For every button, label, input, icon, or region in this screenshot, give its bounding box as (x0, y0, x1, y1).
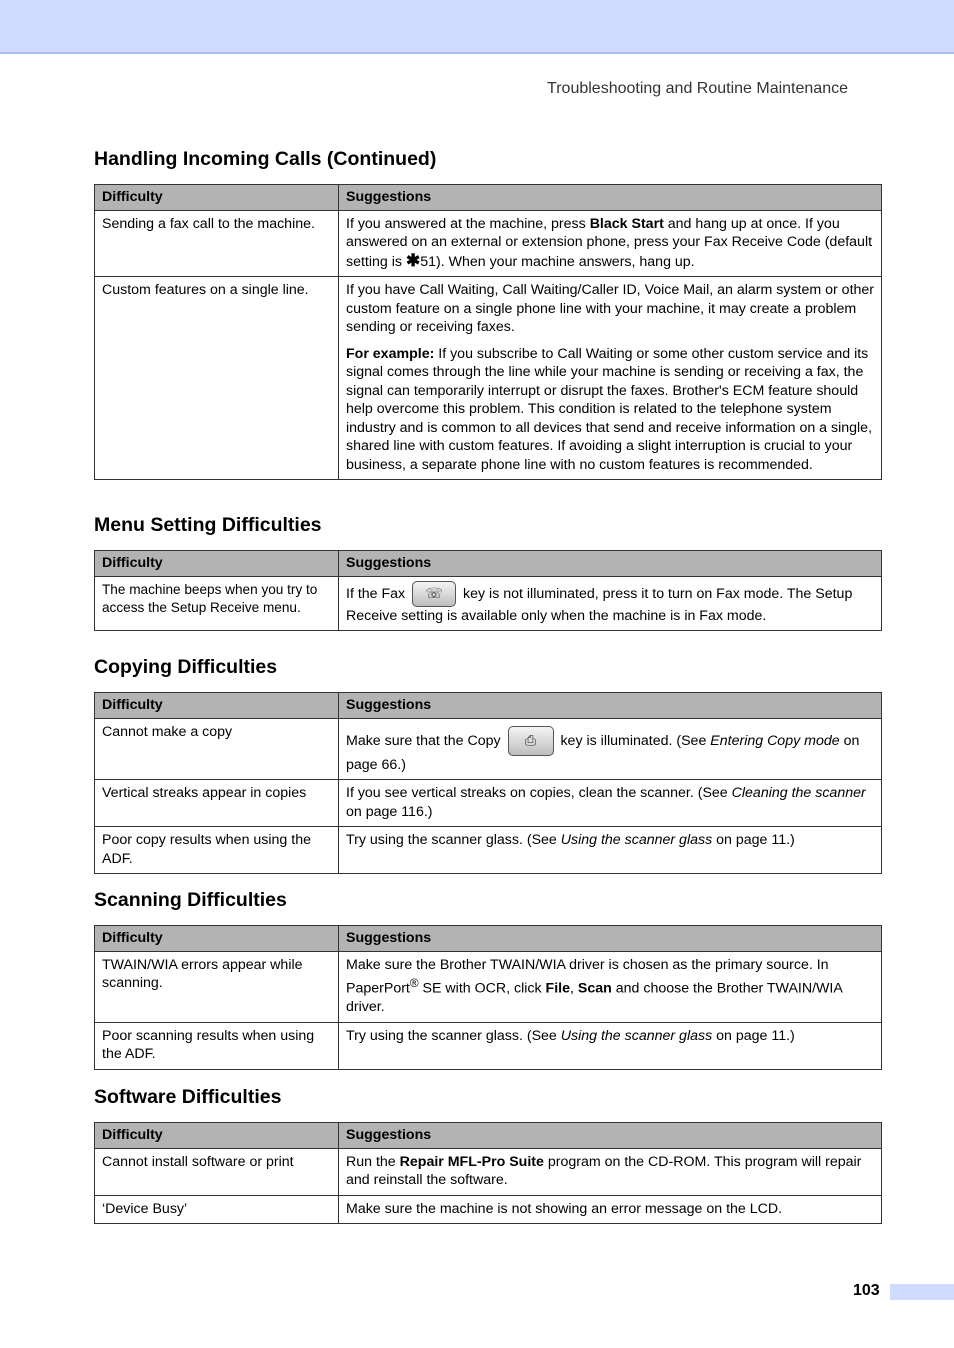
header-suggestions: Suggestions (339, 1123, 882, 1149)
section-title: Menu Setting Difficulties (94, 514, 322, 536)
section-software (94, 1085, 881, 1224)
text: If the Fax (346, 585, 410, 602)
paragraph (346, 345, 875, 475)
fax-key-icon: ☏ (412, 581, 456, 607)
suggestion-cell (339, 1148, 882, 1195)
text: and hang up at once. If you answered on an external or extension phone, press your Fax Receive Code (default setting is (346, 215, 873, 270)
table-row (95, 277, 882, 480)
header-suggestions: Suggestions (339, 551, 882, 577)
footer-bar (890, 1284, 954, 1300)
section-title: Software Difficulties (94, 1086, 282, 1108)
table-row (95, 827, 882, 874)
table-header-row (95, 185, 882, 211)
text: program on the CD-ROM. This program will repair and reinstall the software. (346, 1153, 862, 1188)
copying-table (94, 692, 882, 874)
text: on page 11.) (712, 832, 795, 848)
section-incoming-calls (94, 147, 881, 480)
suggestion-cell (339, 827, 882, 874)
header-difficulty: Difficulty (95, 1123, 339, 1149)
text: key is not illuminated, press it to turn on Fax mode. The Setup Receive setting is available only when the machine is in Fax mode. (346, 585, 853, 624)
table-row (95, 1148, 882, 1195)
text: on page 66.) (346, 732, 860, 773)
text: 51). When your machine answers, hang up. (420, 253, 695, 270)
text: SE with OCR, click (418, 980, 546, 997)
italic-text: Using the scanner glass (560, 1027, 713, 1044)
star-icon: ✱ (405, 250, 421, 270)
bold-text: File (545, 980, 570, 997)
suggestion-cell (339, 951, 882, 1022)
table-row (95, 1022, 882, 1069)
section-scanning (94, 888, 881, 1070)
text: Make sure that the Copy (346, 732, 505, 749)
header-suggestions: Suggestions (339, 926, 882, 952)
difficulty-cell: The machine beeps when you try to access the Setup Receive menu. (95, 576, 339, 631)
text: on page 116.) (346, 803, 433, 820)
difficulty-cell: Vertical streaks appear in copies (95, 780, 339, 827)
text: If you see vertical streaks on copies, clean the scanner. (See (346, 785, 732, 801)
header-suggestions: Suggestions (339, 693, 882, 719)
table-header-row (95, 693, 882, 719)
header-difficulty: Difficulty (95, 926, 339, 952)
page-number: 103 (853, 1282, 880, 1299)
header-difficulty: Difficulty (95, 185, 339, 211)
text: on page 11.) (712, 1027, 795, 1044)
table-header-row (95, 926, 882, 952)
incoming-table (94, 184, 882, 480)
text: Make sure the Brother TWAIN/WIA driver is chosen as the primary source. In PaperPort (346, 956, 829, 997)
bold-text: For example: (346, 345, 435, 362)
table-row (95, 951, 882, 1022)
text: Run the (346, 1153, 400, 1170)
header-suggestions: Suggestions (339, 185, 882, 211)
text: key is illuminated. (See (556, 732, 711, 749)
difficulty-cell: Cannot install software or print (95, 1148, 339, 1195)
section-title: Handling Incoming Calls (Continued) (94, 148, 437, 170)
difficulty-cell: Poor copy results when using the ADF. (95, 827, 339, 874)
suggestion-cell: Make sure the machine is not showing an error message on the LCD. (339, 1195, 882, 1224)
section-title: Scanning Difficulties (94, 889, 287, 911)
section-menu-setting (94, 513, 881, 631)
menu-table (94, 550, 882, 631)
bold-text: Black Start (589, 215, 664, 232)
text: Try using the scanner glass. (See (346, 1027, 561, 1044)
section-copying (94, 655, 881, 874)
italic-text: Using the scanner glass (560, 832, 713, 848)
table-header-row (95, 1123, 882, 1149)
registered-mark: ® (409, 976, 419, 990)
italic-text: Cleaning the scanner (731, 785, 866, 801)
suggestion-cell (339, 576, 882, 631)
difficulty-cell: Poor scanning results when using the ADF. (95, 1022, 339, 1069)
header-difficulty: Difficulty (95, 693, 339, 719)
table-row (95, 1195, 882, 1224)
difficulty-cell: Custom features on a single line. (95, 277, 339, 480)
text: If you answered at the machine, press (346, 215, 590, 232)
text: Try using the scanner glass. (See (346, 832, 561, 848)
difficulty-cell: Sending a fax call to the machine. (95, 210, 339, 277)
suggestion-cell (339, 780, 882, 827)
section-title: Copying Difficulties (94, 656, 278, 678)
table-row (95, 780, 882, 827)
header-difficulty: Difficulty (95, 551, 339, 577)
table-header-row (95, 551, 882, 577)
bold-text: Scan (577, 980, 612, 997)
text: , (569, 980, 578, 997)
italic-text: Entering Copy mode (710, 732, 840, 749)
bold-text: Repair MFL-Pro Suite (399, 1153, 544, 1170)
difficulty-cell: Cannot make a copy (95, 718, 339, 780)
paragraph: If you have Call Waiting, Call Waiting/Caller ID, Voice Mail, an alarm system or other custom feature on a single phone line with your machine, it may create a problem sending or receiving faxes. (346, 282, 875, 335)
copy-key-icon: ⎙ (508, 726, 554, 756)
difficulty-cell: ‘Device Busy’ (95, 1195, 339, 1224)
text: and choose the Brother TWAIN/WIA driver. (346, 980, 843, 1016)
running-header: Troubleshooting and Routine Maintenance (547, 80, 848, 97)
table-row (95, 576, 882, 631)
text: If you subscribe to Call Waiting or some other custom service and its signal comes through the line while your machine is sending or receiving a fax, the signal can temporarily interrupt or disrupt the faxes. Brother's ECM feature should help overcome this problem. This condition is related to the telephone system industry and is common to all devices that send and receive information on a single, shared line with custom features. If avoiding a slight interruption is crucial to your business, a separate phone line with no custom features is recommended. (346, 345, 873, 473)
suggestion-cell (339, 277, 882, 480)
table-row (95, 718, 882, 780)
difficulty-cell: TWAIN/WIA errors appear while scanning. (95, 951, 339, 1022)
scanning-table (94, 925, 882, 1070)
suggestion-cell (339, 210, 882, 277)
suggestion-cell (339, 718, 882, 780)
table-row (95, 210, 882, 277)
suggestion-cell (339, 1022, 882, 1069)
top-band (0, 0, 954, 54)
software-table (94, 1122, 882, 1224)
